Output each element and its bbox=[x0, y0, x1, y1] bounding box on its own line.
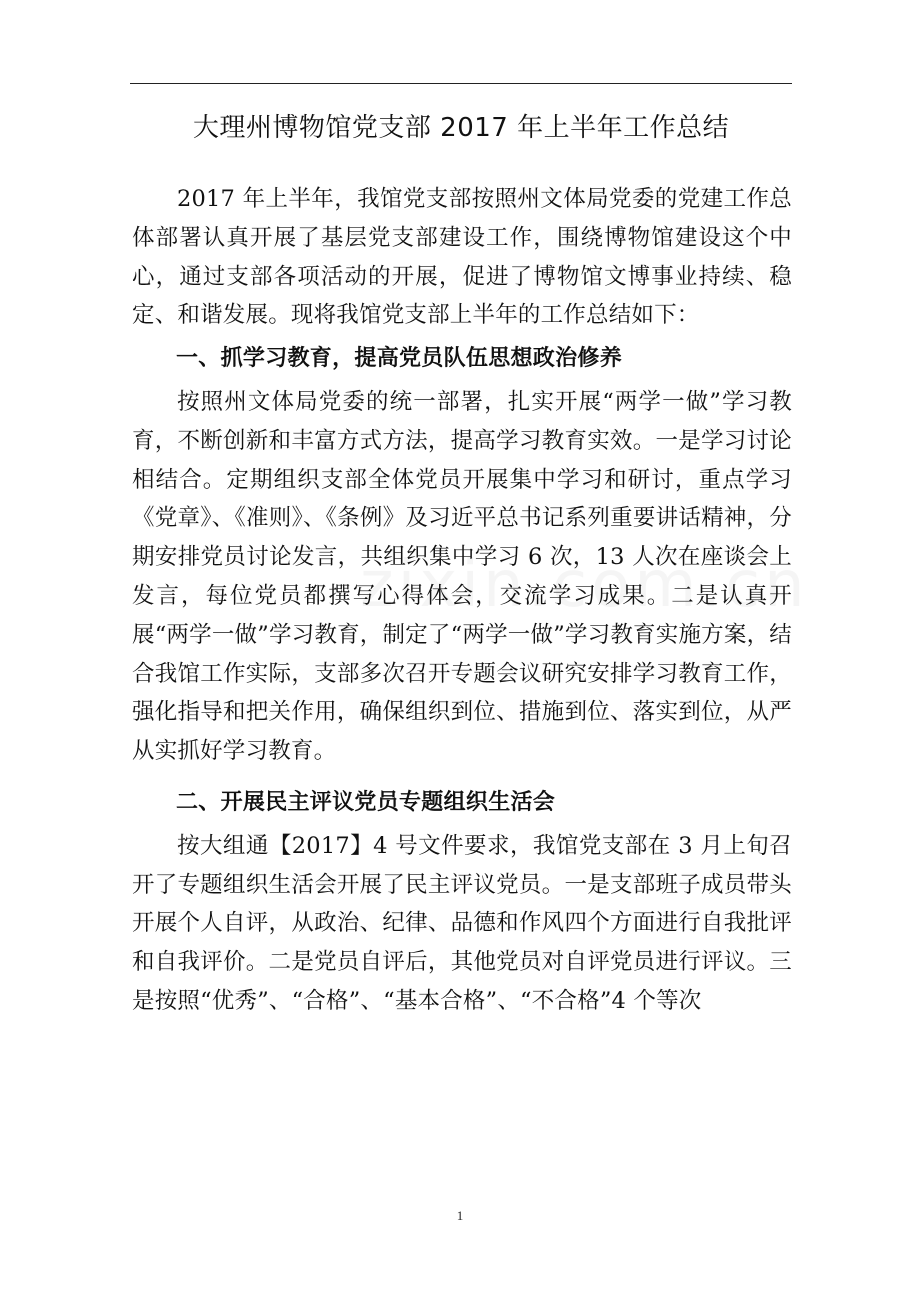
section-1-paragraph: 按照州文体局党委的统一部署，扎实开展“两学一做”学习教育，不断创新和丰富方式方法，提高学习教育实效。一是学习讨论相结合。定期组织支部全体党员开展集中学习和研讨，重点学习《党章》、《准则》、《条例》及习近平总书记系列重要讲话精神，分期安排党员讨论发言，共组织集中学习 6 次，13 人次在座谈会上发言，每位党员都撰写心得体会，交流学习成果。二是认真开展“两学一做”学习教育，制定了“两学一做”学习教育实施方案，结合我馆工作实际，支部多次召开专题会议研究安排学习教育工作，强化指导和把关作用，确保组织到位、措施到位、落实到位，从严从实抓好学习教育。 bbox=[132, 388, 792, 765]
section-2-paragraph: 按大组通【2017】4 号文件要求，我馆党支部在 3 月上旬召开了专题组织生活会开展了民主评议党员。一是支部班子成员带头开展个人自评，从政治、纪律、品德和作风四个方面进行自我批评和自我评价。二是党员自评后，其他党员对自评党员进行评议。三是按照“优秀”、“合格”、“基本合格”、“不合格”4 个等次 bbox=[132, 832, 792, 1014]
section-1-heading: 一、抓学习教育，提高党员队伍思想政治修养 bbox=[176, 346, 623, 372]
document-title: 大理州博物馆党支部 2017 年上半年工作总结 bbox=[192, 113, 730, 143]
section-2-heading: 二、开展民主评议党员专题组织生活会 bbox=[176, 789, 556, 815]
page-number: 1 bbox=[456, 1208, 464, 1223]
header-rule bbox=[130, 83, 792, 84]
document-body bbox=[132, 180, 792, 1021]
intro-paragraph: 2017 年上半年，我馆党支部按照州文体局党委的党建工作总体部署认真开展了基层党支部建设工作，围绕博物馆建设这个中心，通过支部各项活动的开展，促进了博物馆文博事业持续、稳定、和谐发展。现将我馆党支部上半年的工作总结如下： bbox=[132, 186, 792, 329]
